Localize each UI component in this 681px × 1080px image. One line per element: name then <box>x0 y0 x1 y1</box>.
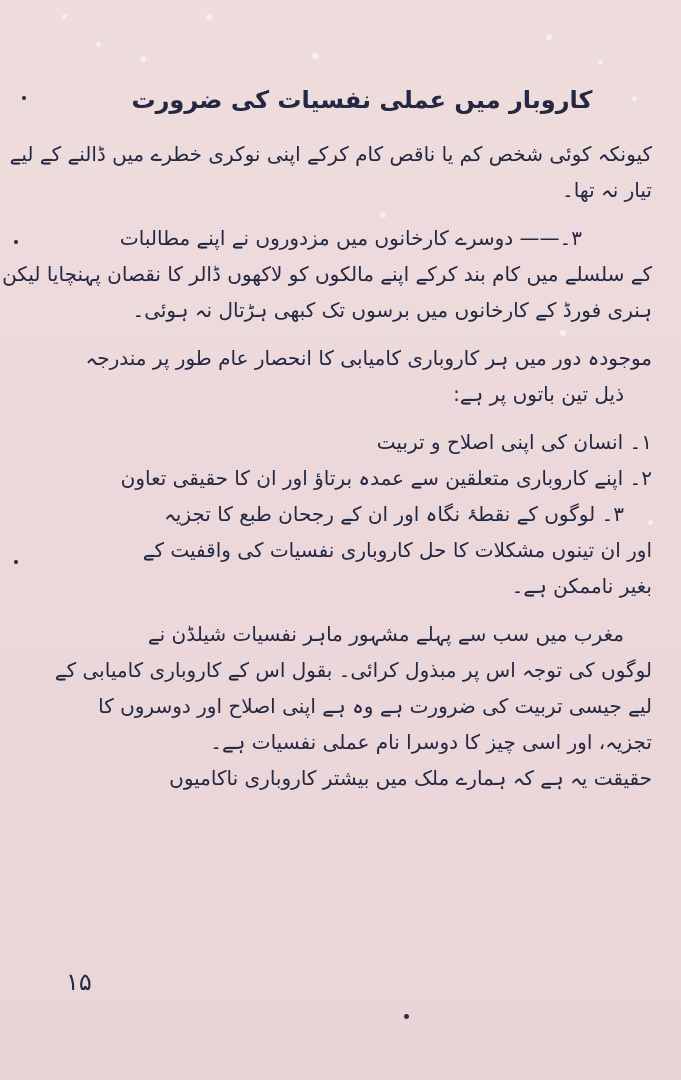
text-line: بغیر ناممکن ہے۔ <box>511 574 652 598</box>
list-item: ۳۔ لوگوں کے نقطۂ نگاہ اور ان کے رجحان طبع کا تجزیہ <box>164 502 624 526</box>
ink-speck <box>404 1014 409 1019</box>
text-line: ہنری فورڈ کے کارخانوں میں برسوں تک کبھی ہڑتال نہ ہوئی۔ <box>132 298 652 322</box>
text-line: کیونکہ کوئی شخص کم یا ناقص کام کرکے اپنی نوکری خطرے میں ڈالنے کے لیے <box>9 142 652 166</box>
page-text <box>2 80 652 796</box>
paper-speck <box>546 34 552 40</box>
text-line: تجزیہ، اور اسی چیز کا دوسرا نام عملی نفسیات ہے۔ <box>210 730 652 754</box>
paper-speck <box>96 42 101 47</box>
page-heading: کاروبار میں عملی نفسیات کی ضرورت <box>131 86 593 114</box>
text-line: لیے جیسی تربیت کی ضرورت ہے وہ ہے اپنی اصلاح اور دوسروں کا <box>98 694 652 718</box>
text-line: مغرب میں سب سے پہلے مشہور ماہر نفسیات شیلڈن نے <box>147 622 624 646</box>
text-line: موجودہ دور میں ہر کاروباری کامیابی کا انحصار عام طور پر مندرجہ <box>85 346 652 370</box>
text-line: ذیل تین باتوں پر ہے: <box>453 382 624 406</box>
paper-speck <box>312 52 319 59</box>
text-line: تیار نہ تھا۔ <box>562 178 652 202</box>
text-line: لوگوں کی توجہ اس پر مبذول کرائی۔ بقول اس کے کاروباری کامیابی کے <box>54 658 652 682</box>
ink-speck <box>22 96 26 100</box>
paper-speck <box>206 14 212 20</box>
ink-speck <box>14 560 18 564</box>
text-line: اور ان تینوں مشکلات کا حل کاروباری نفسیات کی واقفیت کے <box>142 538 652 562</box>
text-line: حقیقت یہ ہے کہ ہمارے ملک میں بیشتر کاروباری ناکامیوں <box>169 766 652 790</box>
paper-speck <box>140 56 146 62</box>
page-number: ۱۵ <box>66 968 92 996</box>
text-line: کے سلسلے میں کام بند کرکے اپنے مالکوں کو لاکھوں ڈالر کا نقصان پہنچایا لیکن <box>2 262 652 286</box>
paper-speck <box>598 60 603 65</box>
list-item: ۱۔ انسان کی اپنی اصلاح و تربیت <box>376 430 652 454</box>
list-item: ۲۔ اپنے کاروباری متعلقین سے عمدہ برتاؤ اور ان کا حقیقی تعاون <box>120 466 652 490</box>
ink-speck <box>14 240 18 244</box>
text-line: ۳۔—— دوسرے کارخانوں میں مزدوروں نے اپنے مطالبات <box>119 226 582 250</box>
paper-speck <box>62 14 67 19</box>
